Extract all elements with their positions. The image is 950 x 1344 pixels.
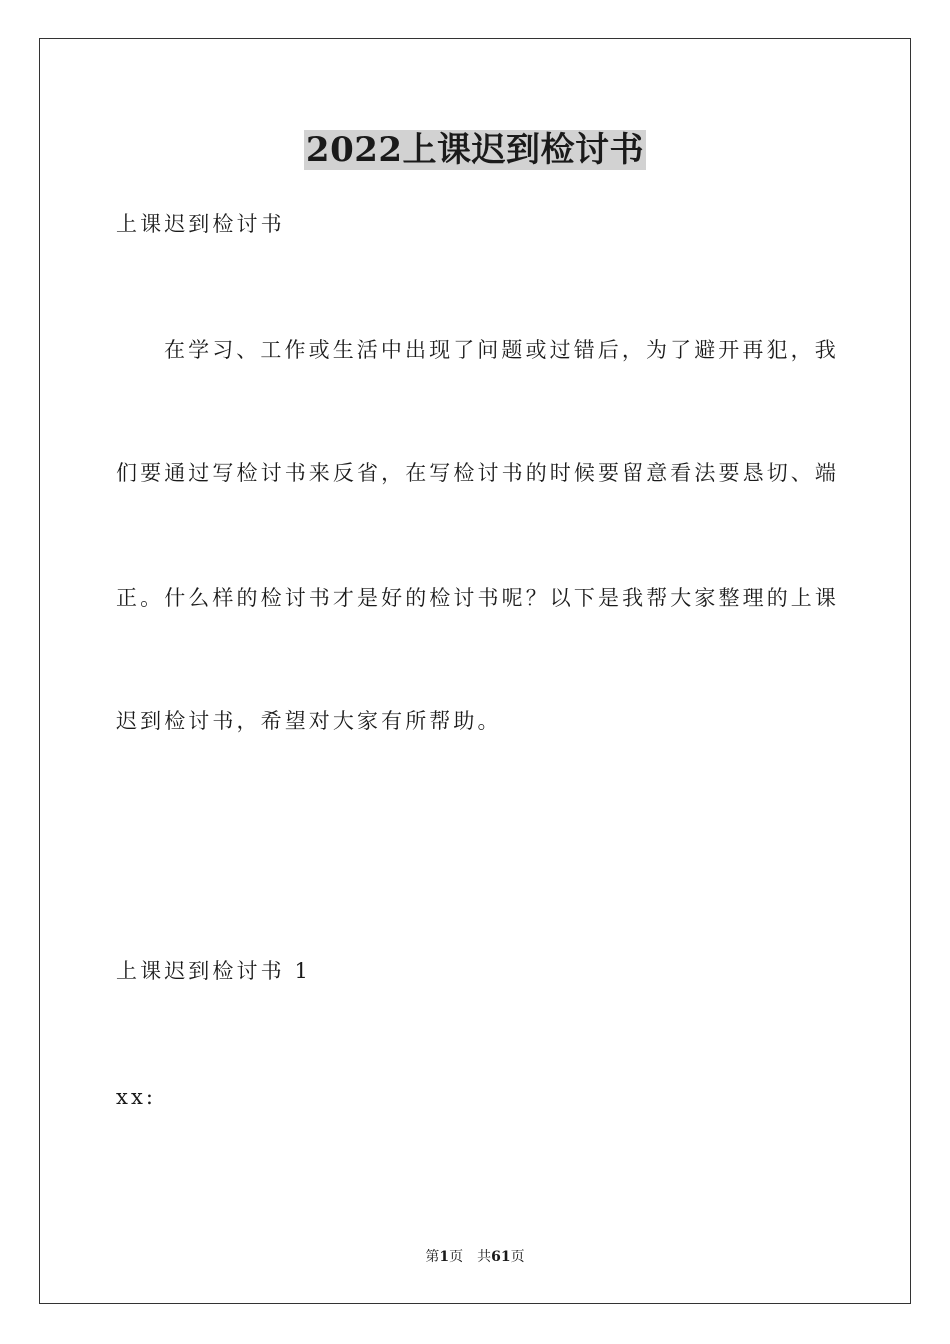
- intro-line-4: 迟到检讨书，希望对大家有所帮助。: [116, 709, 502, 733]
- salutation: xx:: [116, 1085, 157, 1109]
- document-title-text: 2022上课迟到检讨书: [305, 130, 645, 170]
- document-title: [0, 128, 950, 172]
- page-footer: [0, 1248, 950, 1266]
- intro-line-2: 们要通过写检讨书来反省，在写检讨书的时候要留意看法要恳切、端: [116, 461, 839, 485]
- intro-line-3: 正。什么样的检讨书才是好的检讨书呢？以下是我帮大家整理的上课: [116, 586, 839, 610]
- intro-line-1: 在学习、工作或生活中出现了问题或过错后，为了避开再犯，我: [164, 338, 839, 362]
- footer-total-pages: 61: [491, 1249, 511, 1265]
- document-subtitle: 上课迟到检讨书: [116, 212, 285, 236]
- footer-prefix: 第: [425, 1249, 440, 1265]
- footer-current-page: 1: [439, 1249, 450, 1265]
- footer-mid: 页 共: [449, 1249, 492, 1265]
- footer-suffix: 页: [510, 1249, 525, 1265]
- section-heading: 上课迟到检讨书 1: [116, 959, 311, 983]
